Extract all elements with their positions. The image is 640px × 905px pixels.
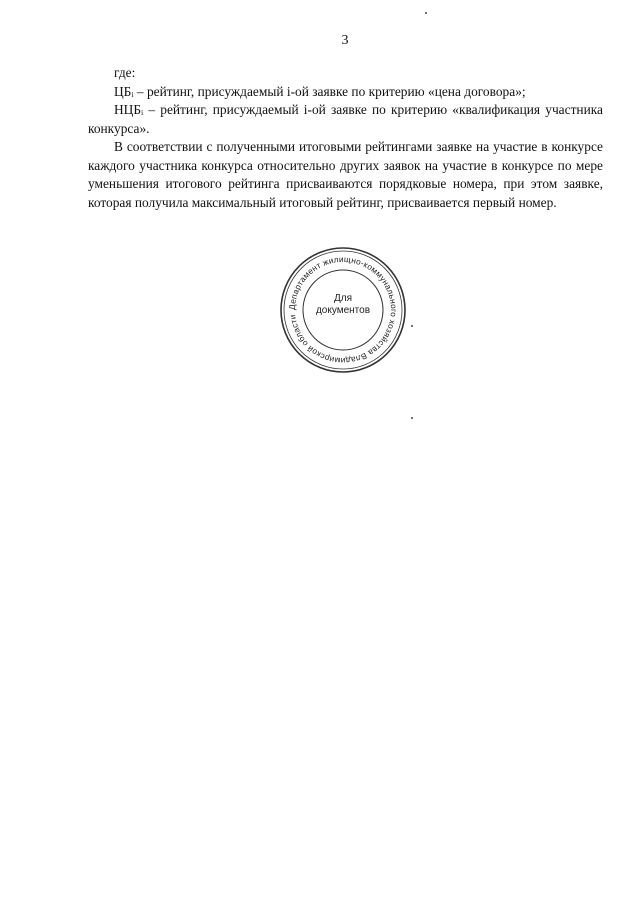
stamp-center-line1: Для [333, 293, 353, 304]
definition-cb: ЦБᵢ – рейтинг, присуждаемый i-ой заявке по критерию «цена договора»; [114, 83, 526, 99]
stamp-center-line2: документов [315, 305, 371, 316]
page-number: 3 [341, 33, 349, 48]
definition-ncb: НЦБᵢ – рейтинг, присуждаемый i-ой заявке по критерию «квалификация участника конкурса». [88, 102, 603, 136]
scan-speck [425, 12, 427, 14]
scan-speck [411, 325, 413, 327]
ranking-paragraph: В соответствии с полученными итоговыми рейтингами заявке на участие в конкурсе каждого участника конкурса относительно других заявок на участие в конкурсе по мере уменьшения итогового рейтинга присваиваются порядковые номера, при этом заявке, которая получила максимальный итоговый рейтинг, присваивается первый номер. [88, 139, 603, 210]
stamp-ring-text: Департамент жилищно-коммунального хозяйства Владимирской области [286, 253, 400, 367]
where-label: где: [114, 65, 136, 80]
scan-speck [411, 417, 413, 419]
official-stamp [278, 245, 408, 375]
document-body [88, 64, 603, 212]
stamp-center-text [278, 293, 408, 317]
